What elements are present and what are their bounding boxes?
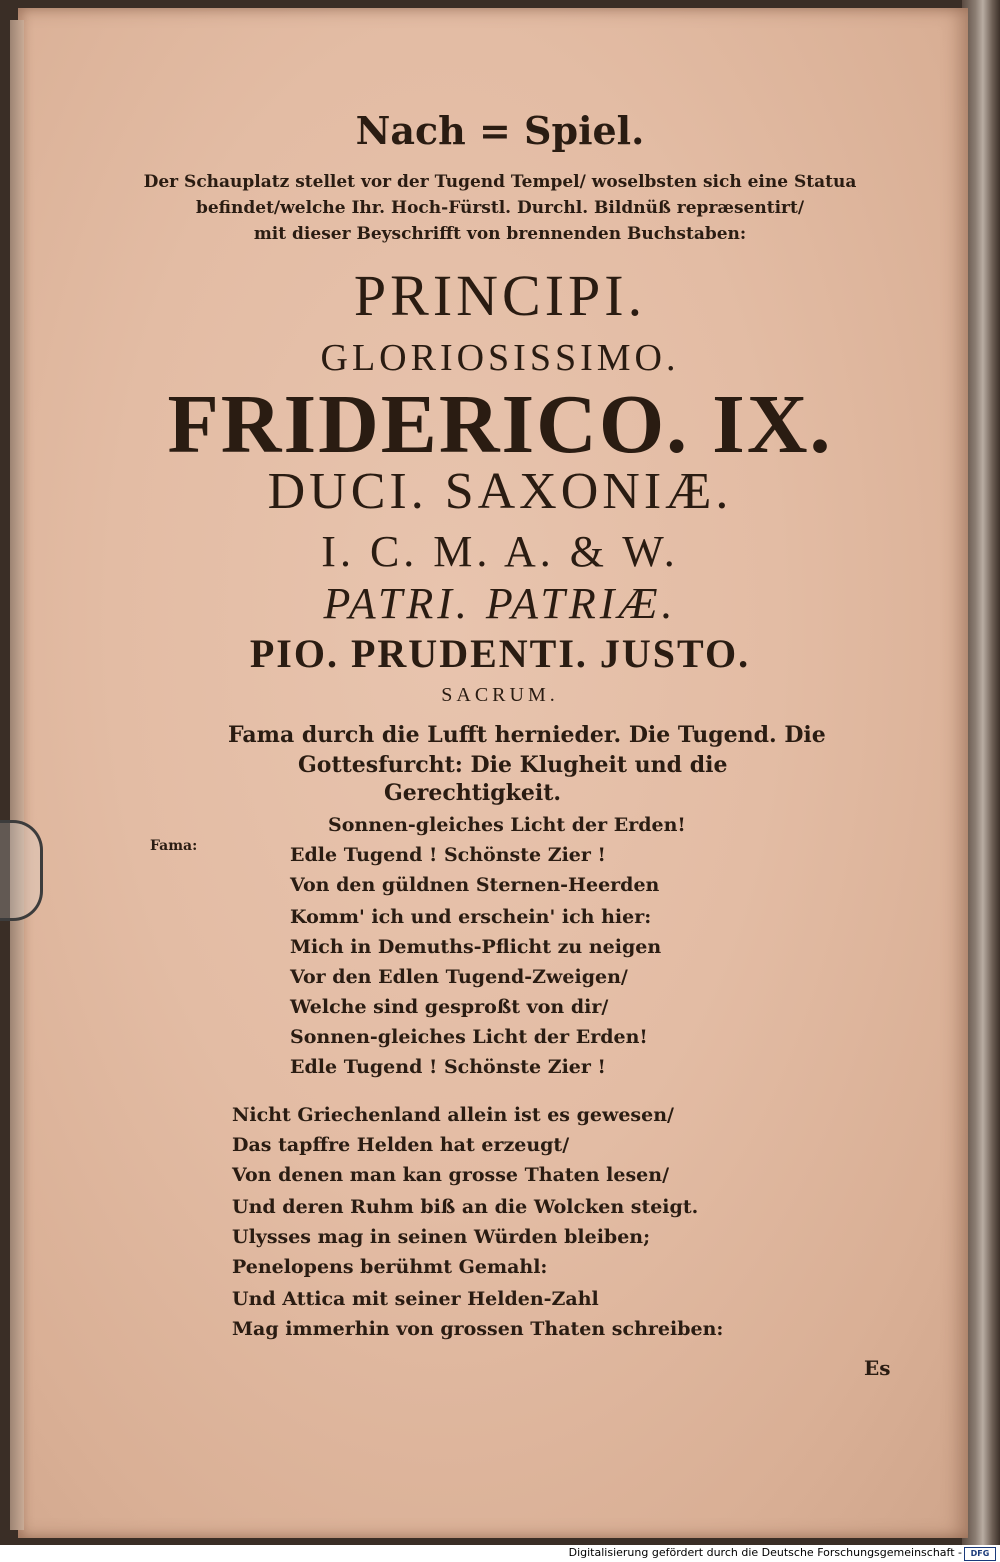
inscription-line: FRIDERICO. IX. bbox=[167, 378, 833, 471]
speaker-label: Fama: bbox=[150, 838, 198, 854]
scene-heading: Gerechtigkeit. bbox=[384, 780, 562, 806]
verse-line: Edle Tugend ! Schönste Zier ! bbox=[290, 844, 606, 866]
verse-line: Edle Tugend ! Schönste Zier ! bbox=[290, 1056, 606, 1078]
footer-bar bbox=[0, 1545, 1000, 1562]
verse-line: Vor den Edlen Tugend-Zweigen/ bbox=[290, 966, 628, 988]
scene-heading: Fama durch die Lufft hernieder. Die Tugend. Die bbox=[228, 722, 826, 748]
verse-line: Mag immerhin von grossen Thaten schreiben: bbox=[232, 1318, 724, 1340]
verse-line: Sonnen-gleiches Licht der Erden! bbox=[290, 1026, 648, 1048]
dfg-logo-icon: DFG bbox=[964, 1547, 996, 1561]
verse-line: Mich in Demuths-Pflicht zu neigen bbox=[290, 936, 662, 958]
funding-credit: Digitalisierung gefördert durch die Deutsche Forschungsgemeinschaft - bbox=[568, 1546, 962, 1559]
catchword: Es bbox=[864, 1356, 891, 1380]
verse-line: Und deren Ruhm biß an die Wolcken steigt. bbox=[232, 1196, 699, 1218]
page-clip bbox=[0, 820, 43, 921]
intro-line: Der Schauplatz stellet vor der Tugend Tempel/ woselbsten sich eine Statua bbox=[143, 172, 857, 192]
verse-line: Penelopens berühmt Gemahl: bbox=[232, 1256, 548, 1278]
verse-line: Nicht Griechenland allein ist es gewesen/ bbox=[232, 1104, 674, 1126]
inscription-line: GLORIOSISSIMO. bbox=[320, 337, 680, 379]
verse-line: Von denen man kan grosse Thaten lesen/ bbox=[232, 1164, 670, 1186]
verse-line: Von den güldnen Sternen-Heerden bbox=[290, 874, 660, 896]
inscription-line: PRINCIPI. bbox=[353, 263, 647, 328]
verse-line: Komm' ich und erschein' ich hier: bbox=[290, 906, 652, 928]
verse-line: Sonnen-gleiches Licht der Erden! bbox=[328, 814, 686, 836]
scene-heading: Gottesfurcht: Die Klugheit und die bbox=[298, 752, 728, 778]
verse-line: Das tapffre Helden hat erzeugt/ bbox=[232, 1134, 570, 1156]
inscription-line: PIO. PRUDENTI. JUSTO. bbox=[249, 631, 751, 676]
verse-line: Welche sind gesproßt von dir/ bbox=[290, 996, 609, 1018]
inscription-line: I. C. M. A. & W. bbox=[321, 527, 679, 576]
inscription-line: PATRI. PATRIÆ. bbox=[323, 579, 677, 628]
page-edge bbox=[10, 20, 24, 1530]
inscription-line: SACRUM. bbox=[441, 684, 559, 706]
intro-line: mit dieser Beyschrifft von brennenden Buchstaben: bbox=[253, 224, 747, 244]
verse-line: Und Attica mit seiner Helden-Zahl bbox=[232, 1288, 599, 1310]
page-title: Nach = Spiel. bbox=[355, 108, 645, 153]
intro-line: befindet/welche Ihr. Hoch-Fürstl. Durchl. Bildnüß repræsentirt/ bbox=[195, 198, 805, 218]
inscription-line: DUCI. SAXONIÆ. bbox=[267, 463, 733, 520]
verse-line: Ulysses mag in seinen Würden bleiben; bbox=[232, 1226, 651, 1248]
